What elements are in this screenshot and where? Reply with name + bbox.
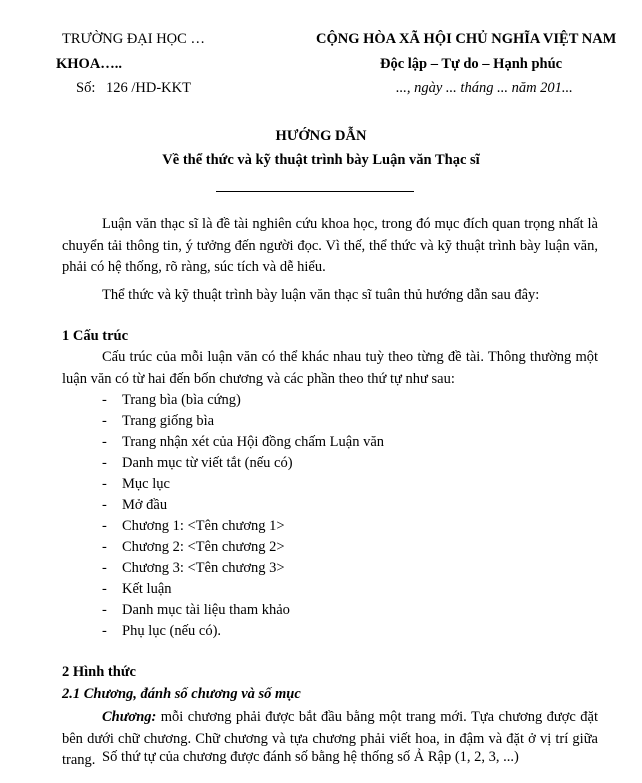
list-item: Chương 1: <Tên chương 1> [122, 518, 285, 534]
document-date: ..., ngày ... tháng ... năm 201... [396, 80, 573, 96]
national-motto: Độc lập – Tự do – Hạnh phúc [380, 56, 563, 72]
list-bullet: - [102, 623, 107, 639]
title-underline [216, 191, 414, 192]
list-item: Danh mục tài liệu tham khảo [122, 602, 290, 618]
section-2-heading: 2 Hình thức [62, 664, 136, 680]
list-bullet: - [102, 581, 107, 597]
intro-paragraph: Luận văn thạc sĩ là đề tài nghiên cứu khoa học, trong đó mục đích quan trọng nhất là chuyển tải thông tin, ý tưởng đến người đọc. Vì thế, thể thức và kỹ thuật trình bày luận văn, phải có hệ thống, rõ ràng, súc tích và dễ hiểu. [62, 216, 598, 275]
chapter-numbering-text: Số thứ tự của chương được đánh số bằng hệ thống số Ả Rập (1, 2, 3, ...) [102, 749, 519, 765]
document-number: 126 /HD-KKT [106, 80, 191, 96]
list-item: Trang bìa (bìa cứng) [122, 392, 241, 408]
section-1-text: Cấu trúc của mỗi luận văn có thể khác nhau tuỳ theo từng đề tài. Thông thường một luận văn có từ hai đến bốn chương và các phần theo thứ tự như sau: [62, 349, 598, 387]
list-bullet: - [102, 560, 107, 576]
list-bullet: - [102, 497, 107, 513]
list-item: Mở đầu [122, 497, 168, 513]
list-item: Trang nhận xét của Hội đồng chấm Luận văn [122, 434, 385, 450]
list-item: Danh mục từ viết tắt (nếu có) [122, 455, 293, 471]
list-item: Kết luận [122, 581, 172, 597]
list-item: Chương 3: <Tên chương 3> [122, 560, 285, 576]
university-name: TRƯỜNG ĐẠI HỌC … [62, 31, 205, 47]
document-title: HƯỚNG DẪN [275, 128, 367, 144]
list-bullet: - [102, 413, 107, 429]
faculty-name: KHOA….. [56, 56, 123, 72]
list-bullet: - [102, 539, 107, 555]
list-item: Mục lục [122, 476, 170, 492]
document-subtitle: Về thể thức và kỹ thuật trình bày Luận văn Thạc sĩ [162, 152, 480, 168]
list-item: Phụ lục (nếu có). [122, 623, 222, 639]
section-2-1-heading: 2.1 Chương, đánh số chương và số mục [62, 686, 301, 702]
nation-name: CỘNG HÒA XÃ HỘI CHỦ NGHĨA VIỆT NAM [316, 31, 617, 47]
list-bullet: - [102, 392, 107, 408]
list-item: Chương 2: <Tên chương 2> [122, 539, 285, 555]
section-1-heading: 1 Cấu trúc [62, 328, 129, 344]
list-bullet: - [102, 476, 107, 492]
chapter-term: Chương: [102, 709, 157, 725]
list-bullet: - [102, 518, 107, 534]
intro-guidance: Thể thức và kỹ thuật trình bày luận văn thạc sĩ tuân thủ hướng dẫn sau đây: [102, 287, 540, 303]
list-bullet: - [102, 455, 107, 471]
document-number-label: Số: [76, 80, 96, 96]
list-bullet: - [102, 602, 107, 618]
list-item: Trang giống bìa [122, 413, 215, 429]
chapter-rule-text: mỗi chương phải được bắt đầu bằng một trang mới. Tựa chương được đặt bên dưới chữ chương. Chữ chương và tựa chương phải viết hoa, in đậm và đặt ở vị trí giữa trang. [62, 709, 598, 768]
list-bullet: - [102, 434, 107, 450]
